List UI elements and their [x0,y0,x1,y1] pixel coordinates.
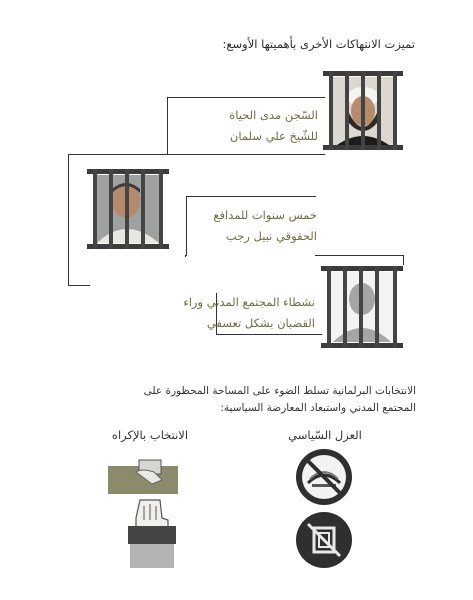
banned-party-logo-icon [296,449,352,505]
coerced-election-title: الانتخاب بالإكراه [111,428,189,442]
caption-nabeel-rajab: خمس سنوات للمدافع الحقوقي نبيل رجب [213,208,317,243]
ballot-box-coercion-icon [106,458,196,570]
political-isolation-title: العزل السّياسي [288,428,362,442]
banned-group-logo-icon [296,512,352,568]
caption-frame-line [186,196,316,197]
cage-ali-salman [323,71,403,150]
caption-frame-line [167,97,168,155]
connector-line [68,285,90,286]
caption-civil-activists: نشطاء المجتمع المدني وراء القضبان بشكل تعسفي [183,295,315,330]
elections-paragraph: الانتخابات البرلمانية تسلط الضوء على المساحة المحظورة على المجتمع المدني واستبعاد المعارضة السياسية: [143,385,416,414]
connector-line [403,255,404,265]
caption-frame-line [186,196,187,256]
caption-frame-line [167,97,325,98]
connector-line [68,154,168,155]
cage-civil-society [321,266,403,348]
connector-line [167,154,325,155]
cage-nabeel-rajab [87,169,169,249]
section-heading: تميزت الانتهاكات الأخرى بأهميتها الأوسع: [222,37,415,51]
caption-ali-salman: السّجن مدى الحياة للشّيخ علي سلمان [229,108,318,143]
connector-line [315,255,403,256]
connector-line [68,154,69,286]
connector-line [217,334,322,335]
